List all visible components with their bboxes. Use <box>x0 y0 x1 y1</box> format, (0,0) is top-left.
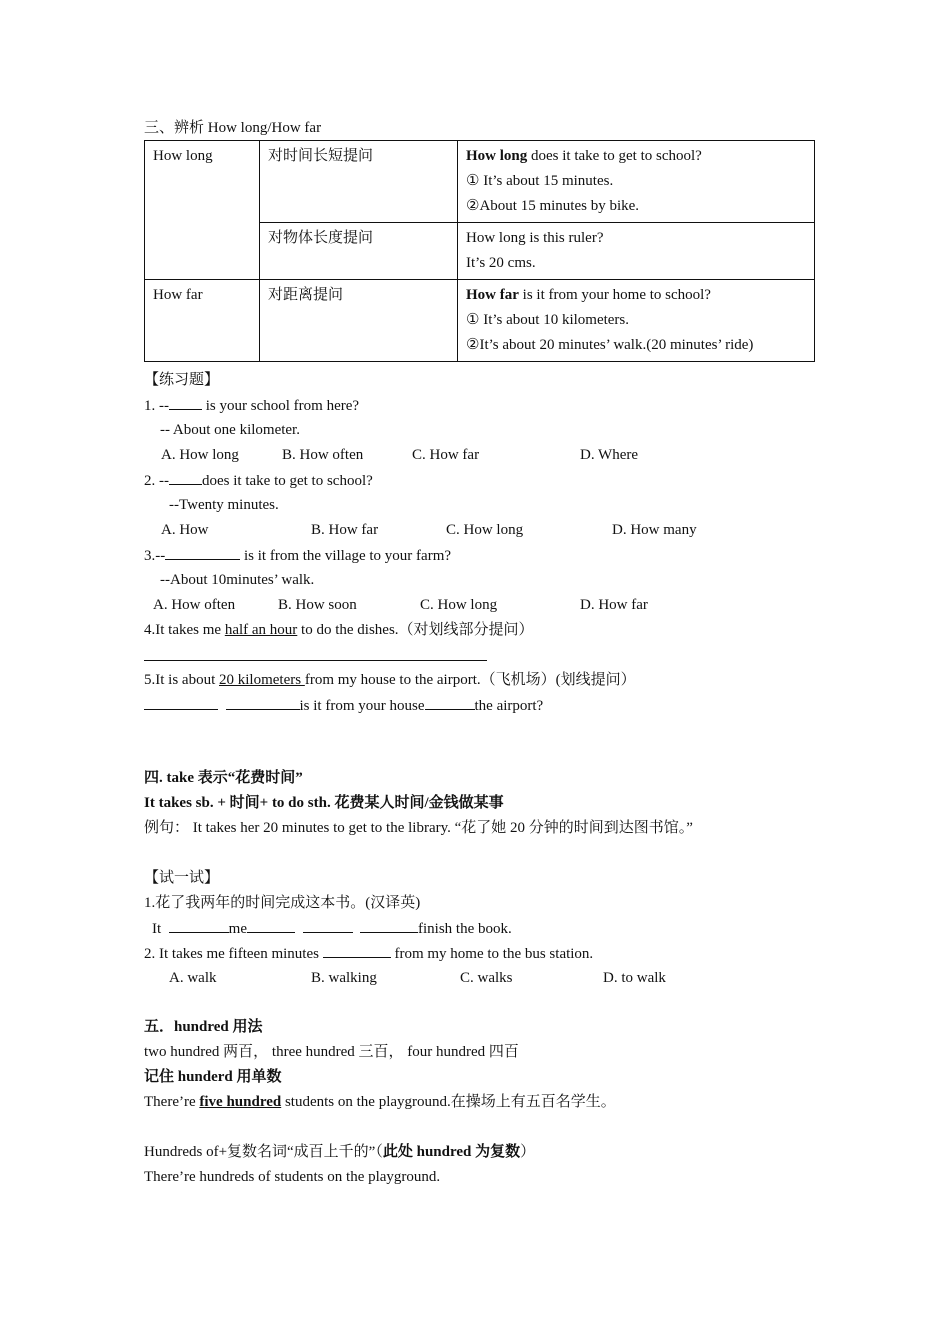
answer-blank[interactable] <box>169 395 202 410</box>
table-cell-how-far: How far <box>145 280 260 362</box>
table-cell-examples <box>458 280 815 362</box>
question-number: 1. -- <box>144 398 169 414</box>
section5-sentence-2 <box>144 1142 535 1162</box>
option-a[interactable]: A. walk <box>169 970 217 986</box>
option-c[interactable]: C. How long <box>420 597 498 613</box>
try-question-1-blanks <box>152 918 512 939</box>
table-cell-time-question: 对时间长短提问 <box>260 141 458 223</box>
answer-text: ②It’s about 20 minutes’ walk.(20 minutes’ ride) <box>466 337 754 353</box>
question-1-answer: -- About one kilometer. <box>160 422 300 438</box>
option-a[interactable]: A. How <box>161 522 209 538</box>
answer-blank[interactable] <box>323 943 391 958</box>
answer-blank[interactable] <box>169 918 229 933</box>
try-question-1: 1.花了我两年的时间完成这本书。(汉译英) <box>144 895 421 911</box>
answer-blank[interactable] <box>226 695 300 710</box>
table-cell-distance-question: 对距离提问 <box>260 280 458 362</box>
table-cell-length-question: 对物体长度提问 <box>260 223 458 280</box>
how-long-how-far-table <box>144 140 815 362</box>
emphasized-phrase: 此处 hundred 为复数 <box>382 1144 521 1160</box>
underlined-phrase: half an hour <box>224 622 298 638</box>
question-3-answer: --About 10minutes’ walk. <box>160 572 315 588</box>
section5-examples: two hundred 两百， three hundred 三百， four hundred 四百 <box>144 1044 519 1060</box>
section5-sentence-3: There’re hundreds of students on the playground. <box>144 1169 441 1185</box>
option-c[interactable]: C. walks <box>460 970 513 986</box>
answer-blank[interactable] <box>360 918 418 933</box>
question-number: 2. -- <box>144 473 169 489</box>
answer-text: ②About 15 minutes by bike. <box>466 198 640 214</box>
question-1 <box>144 395 359 416</box>
answer-blank[interactable] <box>165 545 240 560</box>
section4-rule: It takes sb. + 时间+ to do sth. 花费某人时间/金钱做某事 <box>144 795 504 811</box>
question-text: is it from your house <box>299 698 425 714</box>
question-text: 5.It is about <box>144 672 219 688</box>
question-text: does it take to get to school? <box>527 148 702 164</box>
option-d[interactable]: D. to walk <box>603 970 666 986</box>
question-text: to do the dishes.（对划线部分提问） <box>297 622 534 638</box>
section5-sentence-1 <box>144 1092 616 1112</box>
answer-line[interactable] <box>144 660 487 661</box>
try-question-2 <box>144 943 593 964</box>
emphasized-phrase: five hundred <box>199 1094 282 1110</box>
option-b[interactable]: B. walking <box>311 970 377 986</box>
question-text: is it from your home to school? <box>518 287 711 303</box>
answer-text: ① It’s about 10 kilometers. <box>466 312 630 328</box>
question-4 <box>144 620 534 640</box>
sentence-text: students on the playground.在操场上有五百名学生。 <box>281 1094 616 1110</box>
table-cell-examples <box>458 223 815 280</box>
bold-term: How far <box>466 287 519 303</box>
question-5-blanks <box>144 695 543 716</box>
question-2-answer: --Twenty minutes. <box>169 497 279 513</box>
sentence-text: me <box>228 921 247 937</box>
table-cell-examples <box>458 141 815 223</box>
exercises-heading: 【练习题】 <box>144 372 220 388</box>
answer-blank[interactable] <box>247 918 295 933</box>
question-text: the airport? <box>474 698 544 714</box>
question-number: 3.-- <box>144 548 166 564</box>
question-text: 4.It takes me <box>144 622 225 638</box>
option-a[interactable]: A. How long <box>161 447 239 463</box>
answer-blank[interactable] <box>425 695 475 710</box>
question-text: How long is this ruler? <box>466 230 604 246</box>
option-d[interactable]: D. How many <box>612 522 697 538</box>
bold-term: How long <box>466 148 528 164</box>
table-row <box>145 141 815 223</box>
option-d[interactable]: D. Where <box>580 447 639 463</box>
question-text: from my house to the airport.（飞机场）(划线提问） <box>304 672 636 688</box>
answer-blank[interactable] <box>303 918 353 933</box>
table-cell-how-long: How long <box>145 141 260 280</box>
question-3 <box>144 545 451 566</box>
answer-blank[interactable] <box>169 470 202 485</box>
answer-text: It’s 20 cms. <box>466 255 536 271</box>
answer-text: ① It’s about 15 minutes. <box>466 173 614 189</box>
sentence-text: finish the book. <box>418 921 512 937</box>
section3-heading: 三、辨析 How long/How far <box>144 120 322 136</box>
option-c[interactable]: C. How long <box>446 522 524 538</box>
option-b[interactable]: B. How far <box>311 522 379 538</box>
section4-heading: 四. take 表示“花费时间” <box>144 770 303 786</box>
option-a[interactable]: A. How often <box>153 597 236 613</box>
question-text: 2. It takes me fifteen minutes <box>144 946 323 962</box>
question-text: from my home to the bus station. <box>390 946 594 962</box>
try-heading: 【试一试】 <box>144 870 220 886</box>
option-b[interactable]: B. How soon <box>278 597 357 613</box>
question-text: is it from the village to your farm? <box>240 548 452 564</box>
sentence-text: ） <box>520 1144 536 1160</box>
option-b[interactable]: B. How often <box>282 447 364 463</box>
sentence-text: Hundreds of+复数名词“成百上千的”（ <box>144 1144 383 1160</box>
question-5 <box>144 670 636 690</box>
underlined-phrase: 20 kilometers <box>219 672 305 688</box>
table-row <box>145 280 815 362</box>
question-text: does it take to get to school? <box>202 473 373 489</box>
section5-heading: 五．hundred 用法 <box>144 1019 263 1035</box>
answer-blank[interactable] <box>144 695 218 710</box>
question-text: is your school from here? <box>202 398 360 414</box>
question-2 <box>144 470 373 491</box>
section5-note: 记住 hunderd 用单数 <box>144 1069 282 1085</box>
option-d[interactable]: D. How far <box>580 597 648 613</box>
sentence-text: It <box>152 921 165 937</box>
section4-example: 例句： It takes her 20 minutes to get to the library. “花了她 20 分钟的时间到达图书馆。” <box>144 820 693 836</box>
sentence-text: There’re <box>144 1094 200 1110</box>
option-c[interactable]: C. How far <box>412 447 480 463</box>
